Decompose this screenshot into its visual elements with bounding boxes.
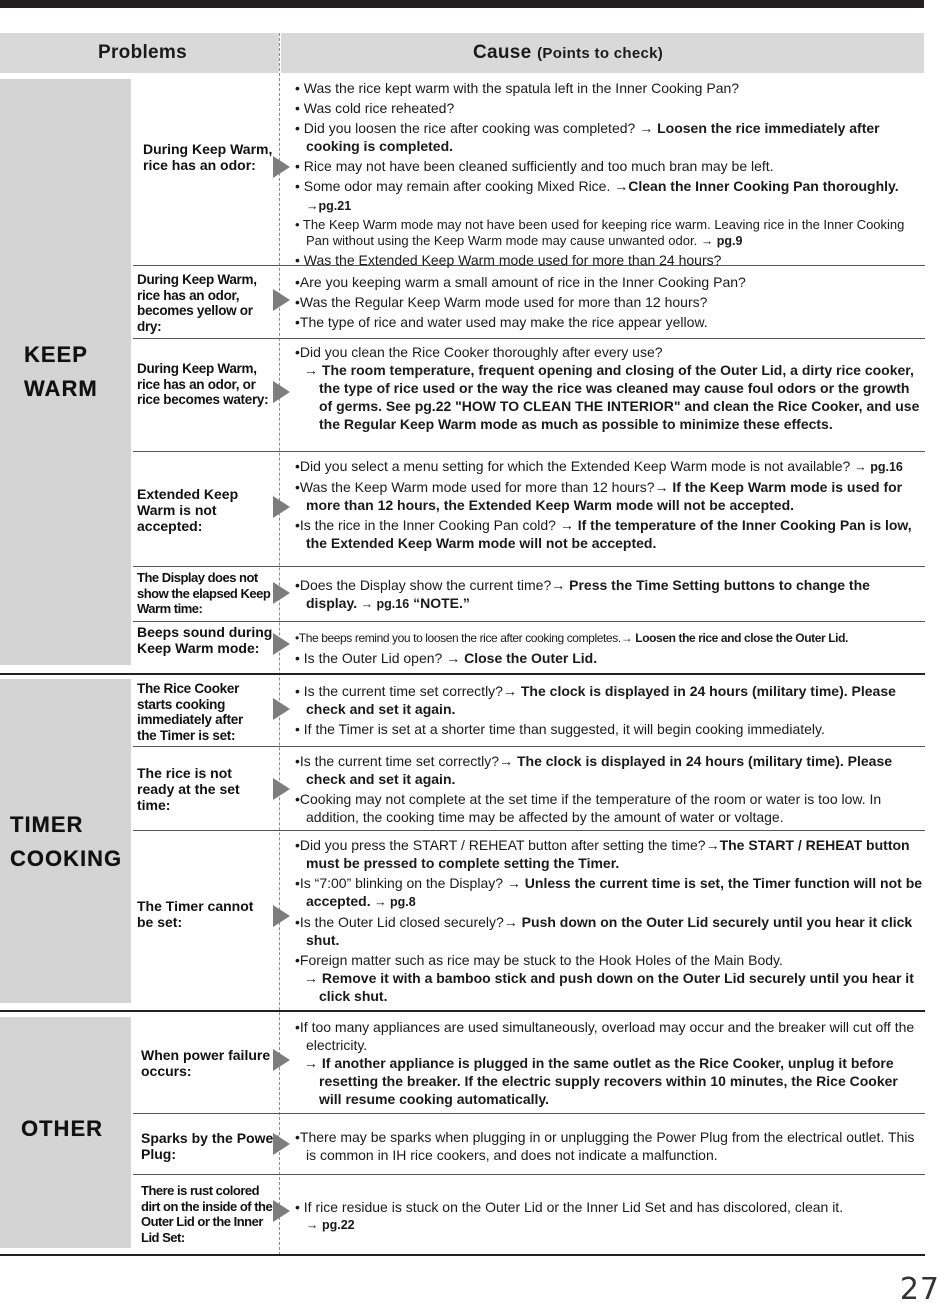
- cause-heading: Cause (Points to check): [473, 42, 664, 63]
- cause-rust-dirt: • If rice residue is stuck on the Outer Lid or the Inner Lid Set and has discolored, clean it. → pg.22: [295, 1199, 844, 1232]
- cause-timer-immediate: • Is the current time set correctly?→ The clock is displayed in 24 hours (military time). Please check and set it again. • If the Timer is set at a shorter time than suggested, it will begin cooking immediately.: [295, 683, 896, 737]
- cause-kw-display: •Does the Display show the current time?→ Press the Time Setting buttons to change the display. → pg.16 “NOTE.”: [295, 577, 870, 611]
- problems-heading: Problems: [98, 42, 187, 63]
- section-timer-label: TIMER COOKING: [10, 812, 123, 871]
- cause-kw-yellow: •Are you keeping warm a small amount of rice in the Inner Cooking Pan? •Was the Regular Keep Warm mode used for more than 12 hours? •The type of rice and water used may make the rice appear yellow.: [295, 274, 746, 330]
- cause-kw-extended: •Did you select a menu setting for which the Extended Keep Warm mode is not available? → pg.16 •Was the Keep Warm mode used for more than 12 hours?→ If the Keep Warm mode is used for more than 12 hours, the Extended Keep Warm mode will not be accepted. •Is the rice in the Inner Cooking Pan cold? → If the temperature of the Inner Cooking Pan is low, the Extended Keep Warm mode will not be accepted.: [295, 458, 912, 551]
- section-other-label: OTHER: [21, 1116, 103, 1141]
- row-divider: [133, 451, 925, 452]
- row-divider: [133, 746, 925, 747]
- problem-kw-beeps: Beeps sound during Keep Warm mode:: [137, 624, 273, 656]
- problem-kw-watery: During Keep Warm, rice has an odor, or rice becomes watery:: [137, 361, 269, 407]
- pointer-arrow-icon: [273, 1200, 290, 1222]
- pointer-arrow-icon: [273, 381, 290, 403]
- cause-kw-beeps: •The beeps remind you to loosen the rice after cooking completes.→ Loosen the rice and close the Outer Lid. • Is the Outer Lid open? → Close the Outer Lid.: [295, 631, 848, 666]
- problem-kw-extended: Extended Keep Warm is not accepted:: [137, 486, 239, 534]
- pointer-arrow-icon: [273, 289, 290, 311]
- problem-kw-yellow: During Keep Warm, rice has an odor, becomes yellow or dry:: [137, 272, 257, 334]
- top-rule: [0, 0, 924, 8]
- problems-header: [0, 33, 279, 73]
- pointer-arrow-icon: [273, 633, 290, 655]
- row-divider: [133, 1113, 925, 1114]
- cause-sparks: •There may be sparks when plugging in or unplugging the Power Plug from the electrical outlet. This is common in IH rice cookers, and does not indicate a malfunction.: [295, 1129, 915, 1163]
- problem-power-failure: When power failure occurs:: [141, 1047, 271, 1079]
- problem-timer-not-ready: The rice is not ready at the set time:: [137, 765, 240, 813]
- page-number: 27: [899, 1272, 940, 1307]
- cause-timer-cannot-set: •Did you press the START / REHEAT button after setting the time?→The START / REHEAT button must be pressed to complete setting the Timer. •Is “7:00” blinking on the Display? → Unless the current time is set, the Timer function will not be accepted. → pg.8 •Is the Outer Lid closed securely?→ Push down on the Outer Lid securely until you hear it click shut. •Foreign matter such as rice may be stuck to the Hook Holes of the Main Body. → Remove it with a bamboo stick and push down on the Outer Lid securely until you hear it click shut.: [295, 837, 923, 1004]
- section-keep-warm-label: KEEP WARM: [24, 342, 98, 401]
- cause-timer-not-ready: •Is the current time set correctly?→ The clock is displayed in 24 hours (military time). Please check and set it again. •Cooking may not complete at the set time if the temperature of the room or water is too low. In addition, the cooking time may be affected by the amount of water or voltage.: [295, 753, 893, 825]
- pointer-arrow-icon: [273, 1133, 290, 1155]
- pointer-arrow-icon: [273, 156, 290, 178]
- row-divider: [133, 830, 925, 831]
- table-bottom-rule: [0, 1254, 925, 1256]
- cause-header: [281, 33, 924, 73]
- problem-sparks: Sparks by the Power Plug:: [141, 1130, 279, 1162]
- problem-kw-display: The Display does not show the elapsed Keep Warm time:: [137, 570, 271, 616]
- problem-timer-immediate: The Rice Cooker starts cooking immediately after the Timer is set:: [137, 681, 243, 743]
- cause-kw-odor: • Was the rice kept warm with the spatula left in the Inner Cooking Pan? • Was cold rice reheated? • Did you loosen the rice after cooking was completed? → Loosen the rice immediately after cooking is completed. • Rice may not have been cleaned sufficiently and too much bran may be left. • Some odor may remain after cooking Mixed Rice. →Clean the Inner Cooking Pan thoroughly. →pg.21 • The Keep Warm mode may not have been used for keeping rice warm. Leaving rice in the Inner Cooking Pan without using the Keep Warm mode may cause unwanted odor. → pg.9 • Was the Extended Keep Warm mode used for more than 24 hours?: [295, 80, 905, 268]
- row-divider: [133, 1174, 925, 1175]
- problem-kw-odor: During Keep Warm, rice has an odor:: [143, 141, 273, 173]
- pointer-arrow-icon: [273, 778, 290, 800]
- section-divider: [0, 1010, 925, 1012]
- row-divider: [133, 621, 925, 622]
- section-divider: [0, 673, 925, 675]
- cause-subheading: (Points to check): [537, 45, 664, 62]
- problem-timer-cannot-set: The Timer cannot be set:: [137, 898, 254, 930]
- pointer-arrow-icon: [273, 582, 290, 604]
- problem-rust-dirt: There is rust colored dirt on the inside of the Outer Lid or the Inner Lid Set:: [141, 1183, 273, 1245]
- row-divider: [133, 566, 925, 567]
- pointer-arrow-icon: [273, 905, 290, 927]
- pointer-arrow-icon: [273, 698, 290, 720]
- pointer-arrow-icon: [273, 496, 290, 518]
- cause-power-failure: •If too many appliances are used simultaneously, overload may occur and the breaker will cut off the electricity. → If another appliance is plugged in the same outlet as the Rice Cooker, unplug it before resetting the breaker. If the electric supply recovers within 10 minutes, the Rice Cooker will resume cooking automatically.: [295, 1019, 915, 1107]
- pointer-arrow-icon: [273, 1049, 290, 1071]
- row-divider: [133, 338, 925, 339]
- cause-kw-watery: •Did you clean the Rice Cooker thoroughly after every use? → The room temperature, frequent opening and closing of the Outer Lid, a dirty rice cooker, the type of rice used or the way the rice was cleaned may cause foul odors or the growth of germs. See pg.22 "HOW TO CLEAN THE INTERIOR" and clean the Rice Cooker, and use the Regular Keep Warm mode as much as possible to minimize these effects.: [295, 344, 920, 432]
